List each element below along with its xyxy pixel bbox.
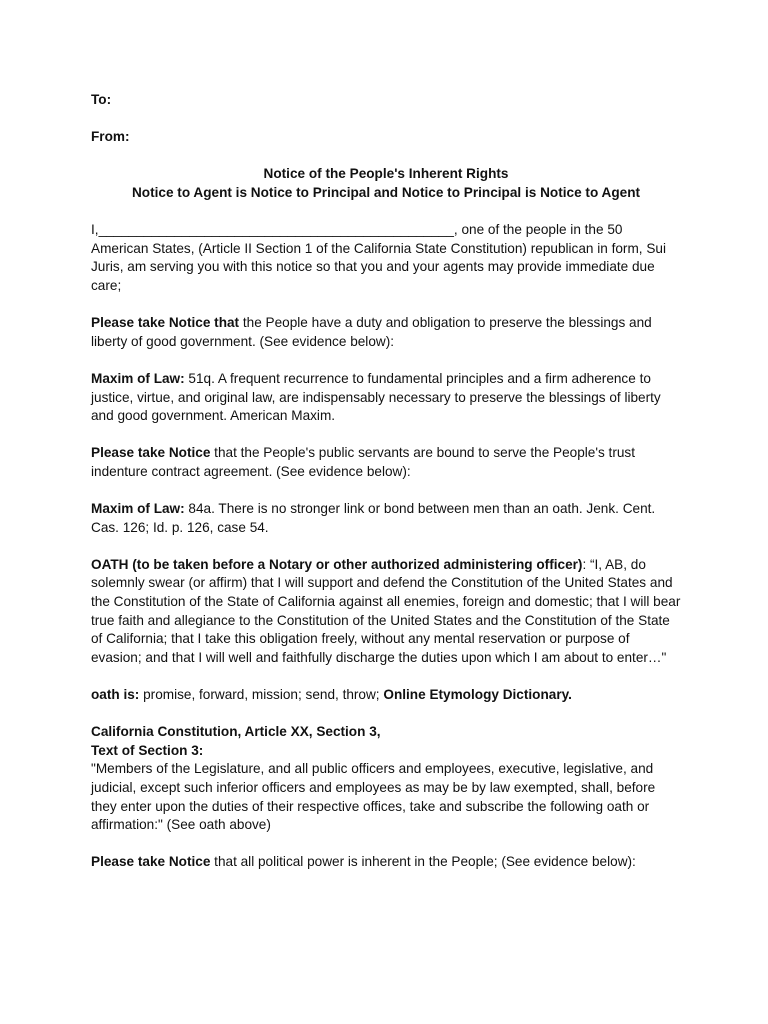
from-label: From: [91, 129, 130, 145]
notice-paragraph-2 [91, 444, 681, 481]
oath-definition-lead: oath is: [91, 687, 140, 702]
document-title: Notice of the People's Inherent Rights [263, 166, 509, 182]
oath-text: : “I, AB, do solemnly swear (or affirm) that I will support and defend the Constitution of the United States and the Constitution of the State of California against all enemies, foreign and domestic; that I will bear true faith and allegiance to the Constitution of the United States and the Constitution of the State of California; that I take this obligation freely, without any mental reservation or purpose of evasion; and that I will well and faithfully discharge the duties upon which I am about to enter…" [91, 556, 681, 665]
intro-text: , one of the people in the 50 American States, (Article II Section 1 of the California State Constitution) republican in form, Sui Juris, am serving you with this notice so that you and your agents may provide immediate due care; [91, 222, 666, 293]
maxim-2-lead: Maxim of Law: [91, 501, 185, 517]
oath-paragraph [91, 556, 681, 668]
name-blank-field[interactable]: _______________________________________________ [98, 222, 454, 238]
notice-paragraph-1 [91, 314, 681, 351]
maxim-1-text: 51q. A frequent recurrence to fundamental principles and a firm adherence to justice, virtue, and original law, are indispensably necessary to preserve the blessings of liberty and good government. American Maxim. [91, 370, 661, 424]
notice-3-lead: Please take Notice [91, 854, 211, 870]
constitution-text: "Members of the Legislature, and all public officers and employees, executive, legislative, and judicial, except such inferior officers and employees as may be by law exempted, shall, before they enter upon the duties of their respective offices, take and subscribe the following oath or affirmation:" (See oath above) [91, 761, 656, 833]
notice-2-text: that the People's public servants are bound to serve the People's trust indenture contract agreement. (See evidence below): [91, 445, 635, 479]
maxim-2-text: 84a. There is no stronger link or bond between men than an oath. Jenk. Cent. Cas. 126; Id. p. 126, case 54. [91, 501, 656, 535]
maxim-paragraph-2 [91, 500, 681, 537]
notice-1-text: the People have a duty and obligation to preserve the blessings and liberty of good government. (See evidence below): [91, 315, 652, 349]
oath-definition-source: Online Etymology Dictionary. [383, 687, 572, 702]
maxim-1-lead: Maxim of Law: [91, 370, 185, 386]
document-subtitle: Notice to Agent is Notice to Principal and Notice to Principal is Notice to Agent [131, 184, 641, 200]
notice-1-lead: Please take Notice that [91, 315, 240, 331]
intro-paragraph [91, 221, 681, 295]
notice-2-lead: Please take Notice [91, 445, 211, 461]
constitution-subheading: Text of Section 3: [91, 742, 204, 758]
oath-definition-paragraph [91, 686, 681, 705]
intro-prefix: I, [91, 222, 99, 238]
document-page [91, 91, 681, 872]
maxim-paragraph-1 [91, 370, 681, 426]
oath-definition-text: promise, forward, mission; send, throw; [139, 687, 384, 702]
notice-paragraph-3 [91, 853, 681, 872]
notice-3-text: that all political power is inherent in the People; (See evidence below): [210, 854, 636, 870]
constitution-heading: California Constitution, Article XX, Section 3, [91, 724, 381, 740]
oath-lead: OATH (to be taken before a Notary or other authorized administering officer) [91, 556, 583, 572]
to-label: To: [91, 92, 112, 107]
